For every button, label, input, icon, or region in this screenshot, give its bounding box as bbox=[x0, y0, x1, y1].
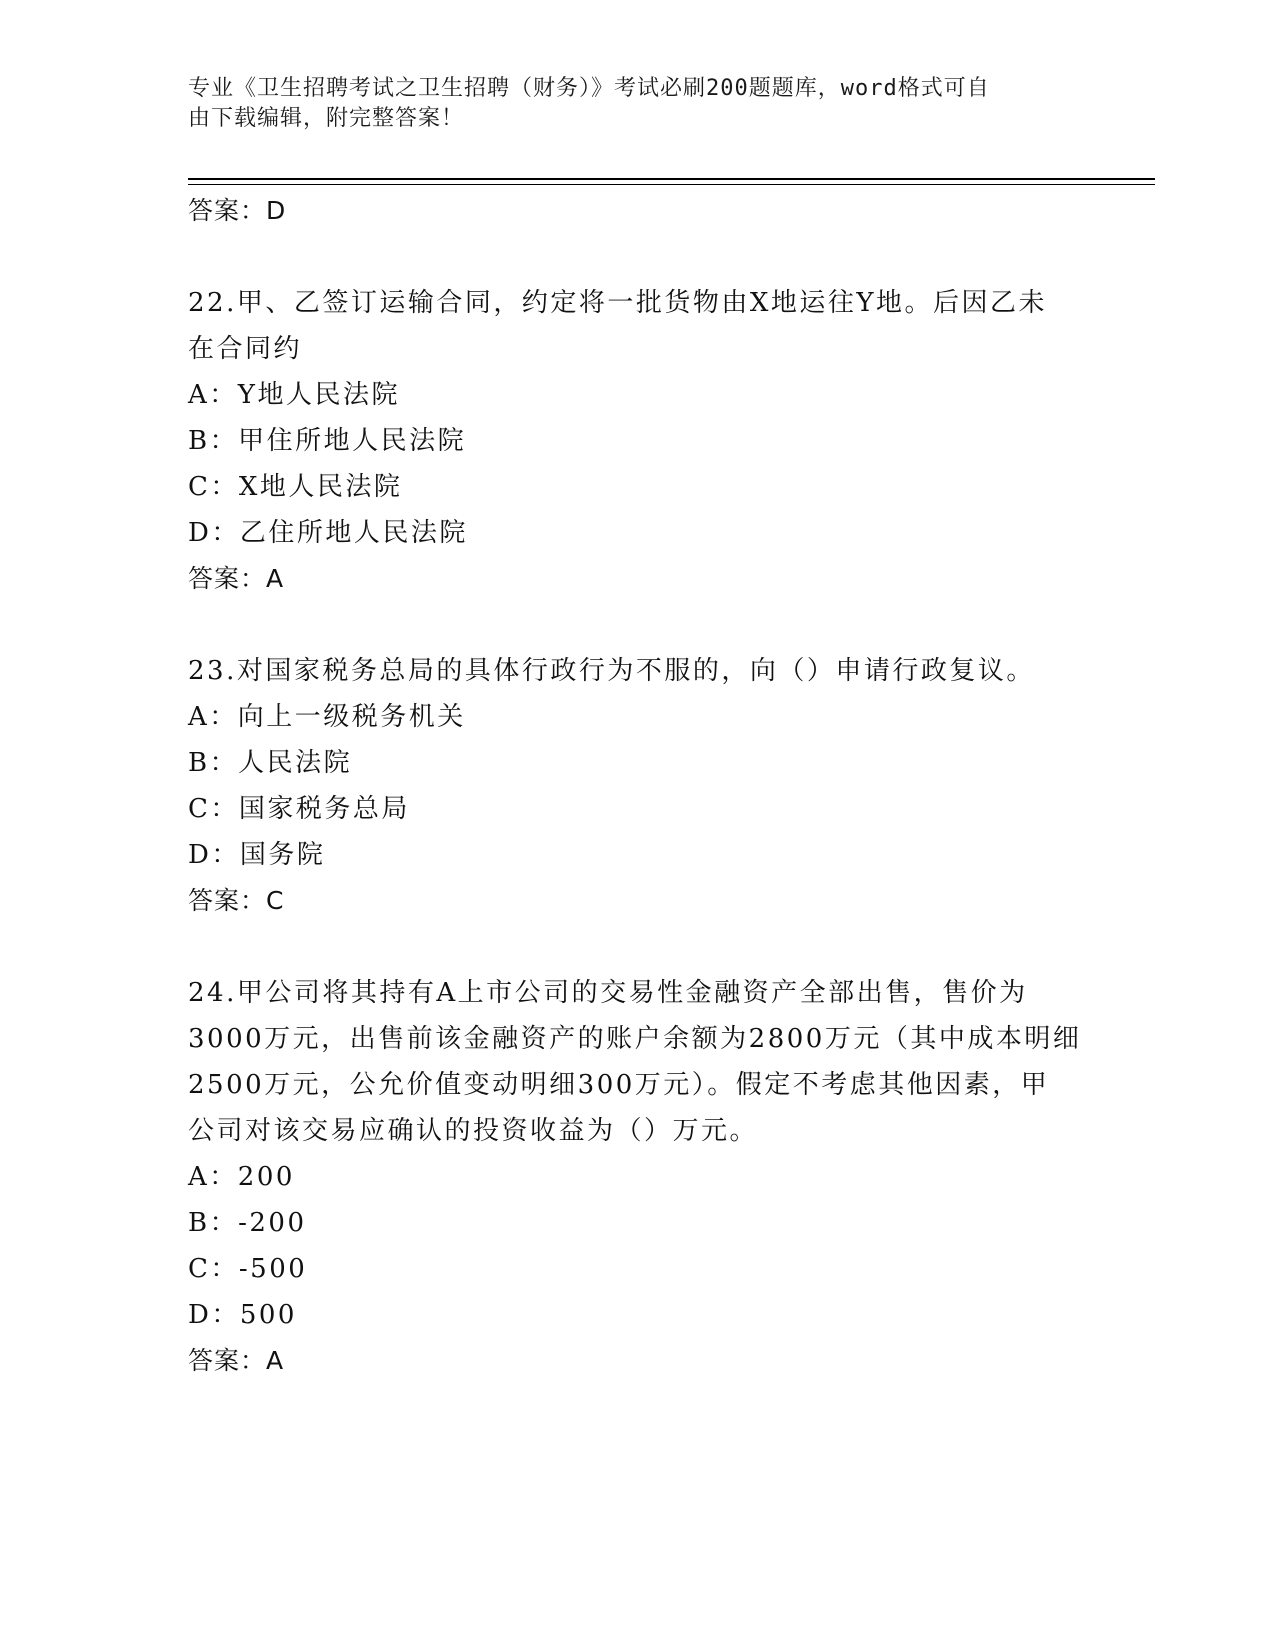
spacer bbox=[188, 602, 1088, 648]
option-d: D：国务院 bbox=[188, 840, 326, 870]
question-stem-line: 22.甲、乙签订运输合同，约定将一批货物由X地运往Y地。后因乙未 bbox=[188, 288, 1048, 318]
header-line-1: 专业《卫生招聘考试之卫生招聘（财务）》考试必刷200题题库，word格式可自 bbox=[188, 76, 990, 101]
document-header bbox=[188, 74, 1088, 134]
option-b: B：人民法院 bbox=[188, 748, 353, 778]
option-c: C：X地人民法院 bbox=[188, 472, 403, 502]
question-answer: 答案：A bbox=[188, 1346, 285, 1375]
option-b: B：-200 bbox=[188, 1208, 307, 1238]
question-stem-line: 3000万元，出售前该金融资产的账户余额为2800万元（其中成本明细 bbox=[188, 1024, 1082, 1054]
option-a: A：Y地人民法院 bbox=[188, 380, 400, 410]
header-divider-thin bbox=[188, 184, 1155, 185]
question-answer: 答案：A bbox=[188, 564, 285, 593]
option-c: C：国家税务总局 bbox=[188, 794, 410, 824]
document-body bbox=[188, 188, 1088, 1384]
spacer bbox=[188, 924, 1088, 970]
question-stem-line: 2500万元，公允价值变动明细300万元）。假定不考虑其他因素，甲 bbox=[188, 1070, 1050, 1100]
header-line-2: 由下载编辑，附完整答案！ bbox=[188, 106, 465, 131]
option-a: A：200 bbox=[188, 1162, 295, 1192]
previous-answer: 答案：D bbox=[188, 196, 287, 225]
spacer bbox=[188, 234, 1088, 280]
option-d: D：乙住所地人民法院 bbox=[188, 518, 468, 548]
header-divider-thick bbox=[188, 178, 1155, 180]
question-stem-line: 在合同约 bbox=[188, 334, 303, 364]
question-23 bbox=[188, 648, 1088, 924]
option-d: D：500 bbox=[188, 1300, 297, 1330]
option-c: C：-500 bbox=[188, 1254, 308, 1284]
question-24 bbox=[188, 970, 1088, 1384]
question-stem-line: 公司对该交易应确认的投资收益为（）万元。 bbox=[188, 1116, 759, 1146]
question-answer: 答案：C bbox=[188, 886, 285, 915]
question-22 bbox=[188, 280, 1088, 602]
question-stem-line: 23.对国家税务总局的具体行政行为不服的，向（）申请行政复议。 bbox=[188, 656, 1035, 686]
question-stem-line: 24.甲公司将其持有A上市公司的交易性金融资产全部出售，售价为 bbox=[188, 978, 1028, 1008]
option-a: A：向上一级税务机关 bbox=[188, 702, 466, 732]
option-b: B：甲住所地人民法院 bbox=[188, 426, 467, 456]
